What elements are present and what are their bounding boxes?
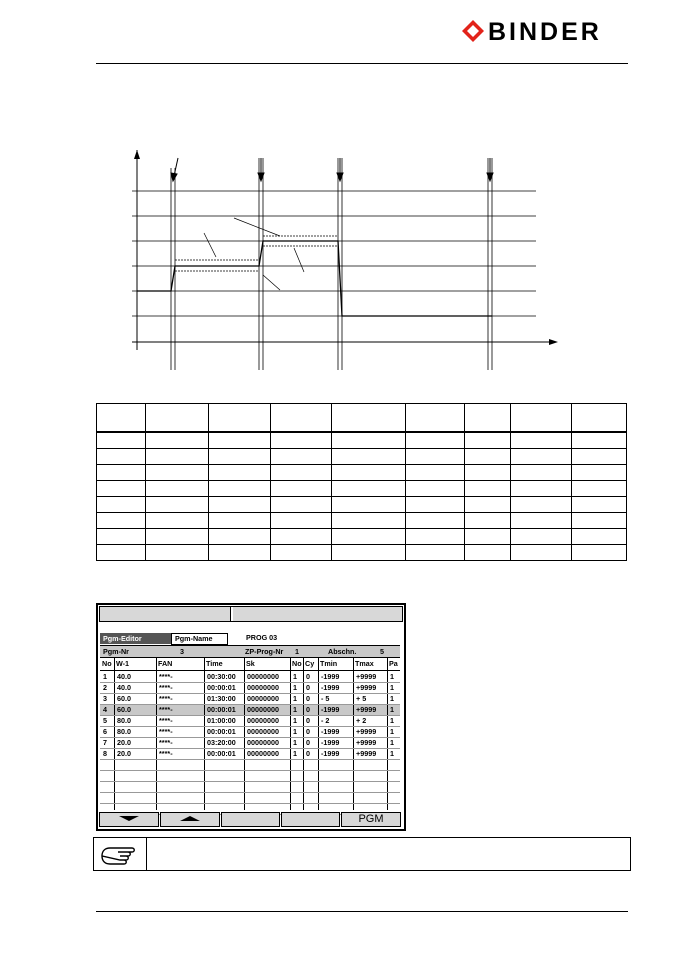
- col-tmax-cell: +9999: [356, 672, 377, 681]
- table-header-row: [97, 404, 627, 433]
- col-time-cell: 00:00:01: [207, 749, 236, 758]
- column-divider: [387, 658, 388, 810]
- col-tmax-cell: + 2: [356, 716, 367, 725]
- column-divider: [114, 658, 115, 810]
- program-chart: [120, 150, 565, 375]
- scroll-down-button[interactable]: [99, 812, 159, 827]
- col-sk-cell: 00000000: [247, 683, 279, 692]
- col-tmax-cell: +9999: [356, 705, 377, 714]
- row-divider: [100, 682, 400, 683]
- col-tmin-cell: -1999: [321, 749, 340, 758]
- col-no-cell: 8: [103, 749, 107, 758]
- lower-tolerance-band: [175, 246, 338, 271]
- col-no2-cell: 1: [293, 716, 297, 725]
- col-tmin-cell: - 2: [321, 716, 330, 725]
- col-time-cell: 00:00:01: [207, 727, 236, 736]
- abschn-value[interactable]: 5: [380, 647, 384, 656]
- row-divider: [100, 770, 400, 771]
- row-divider: [100, 748, 400, 749]
- upper-tolerance-band: [175, 236, 338, 260]
- row-divider: [100, 803, 400, 804]
- col-sk-cell: 00000000: [247, 694, 279, 703]
- col-no2-cell: 1: [293, 727, 297, 736]
- col-sk-header: Sk: [246, 659, 255, 668]
- col-cy-cell: 0: [306, 727, 310, 736]
- col-time-cell: 00:00:01: [207, 683, 236, 692]
- col-time-cell: 01:00:00: [207, 716, 236, 725]
- binder-logo-mark: [462, 20, 484, 42]
- col-tmax-cell: +9999: [356, 738, 377, 747]
- pgm-button[interactable]: PGM: [341, 812, 401, 827]
- note-icon-cell: [94, 838, 147, 870]
- zp-prog-nr-value[interactable]: 1: [295, 647, 299, 656]
- row-divider: [100, 781, 400, 782]
- col-tmax-cell: +9999: [356, 749, 377, 758]
- col-fan-cell: ****-: [159, 749, 173, 758]
- col-pa-cell: 1: [390, 738, 394, 747]
- col-cy-cell: 0: [306, 683, 310, 692]
- table-row: [97, 545, 627, 561]
- col-pa-cell: 1: [390, 672, 394, 681]
- col-w1-cell: 80.0: [117, 716, 131, 725]
- col-w1-cell: 20.0: [117, 749, 131, 758]
- col-sk-cell: 00000000: [247, 705, 279, 714]
- program-info-bar: [100, 645, 400, 658]
- col-time-cell: 03:20:00: [207, 738, 236, 747]
- col-fan-cell: ****-: [159, 716, 173, 725]
- col-cy-cell: 0: [306, 705, 310, 714]
- col-no-cell: 1: [103, 672, 107, 681]
- col-tmin-header: Tmin: [320, 659, 338, 668]
- pgm-nr-label: Pgm-Nr: [103, 647, 129, 656]
- pgm-name-label: Pgm-Name: [171, 633, 228, 645]
- col-no-cell: 4: [103, 705, 107, 714]
- pgm-editor-label: Pgm-Editor: [100, 633, 171, 644]
- col-fan-cell: ****-: [159, 705, 173, 714]
- arrow-down-icon: [119, 814, 139, 822]
- section-row[interactable]: [100, 748, 400, 759]
- col-cy-cell: 0: [306, 672, 310, 681]
- binder-logo: [462, 20, 628, 46]
- col-no-cell: 2: [103, 683, 107, 692]
- function-key-3[interactable]: [221, 812, 280, 827]
- col-time-header: Time: [206, 659, 223, 668]
- col-tmax-cell: +9999: [356, 727, 377, 736]
- col-time-cell: 01:30:00: [207, 694, 236, 703]
- col-pa-cell: 1: [390, 705, 394, 714]
- setpoint-curve: [137, 241, 492, 316]
- column-divider: [353, 658, 354, 810]
- program-editor-screen: [96, 603, 406, 831]
- col-tmin-cell: -1999: [321, 683, 340, 692]
- column-divider: [204, 658, 205, 810]
- callout-lines: [204, 218, 304, 290]
- brand-name: BINDER: [488, 18, 602, 46]
- marker-arrows: [171, 158, 493, 181]
- col-no2-cell: 1: [293, 694, 297, 703]
- col-fan-header: FAN: [158, 659, 173, 668]
- table-row: [97, 481, 627, 497]
- pgm-name-value[interactable]: PROG 03: [246, 633, 278, 642]
- col-w1-cell: 60.0: [117, 705, 131, 714]
- col-tmin-cell: - 5: [321, 694, 330, 703]
- col-no2-cell: 1: [293, 738, 297, 747]
- footer-rule: [96, 911, 628, 912]
- row-divider: [100, 715, 400, 716]
- col-w1-cell: 40.0: [117, 683, 131, 692]
- chart-gridlines: [132, 191, 536, 316]
- col-no-cell: 7: [103, 738, 107, 747]
- col-pa-cell: 1: [390, 683, 394, 692]
- column-header-row: [100, 658, 400, 671]
- col-cy-cell: 0: [306, 738, 310, 747]
- col-fan-cell: ****-: [159, 683, 173, 692]
- col-w1-cell: 40.0: [117, 672, 131, 681]
- section-markers: [171, 158, 492, 370]
- function-key-bar: [99, 812, 401, 826]
- col-no-header: No: [102, 659, 112, 668]
- header-rule: [96, 63, 628, 64]
- section-row[interactable]: [100, 682, 400, 693]
- col-tmin-cell: -1999: [321, 705, 340, 714]
- row-divider: [100, 759, 400, 760]
- col-tmax-header: Tmax: [355, 659, 374, 668]
- col-cy-cell: 0: [306, 749, 310, 758]
- col-sk-cell: 00000000: [247, 672, 279, 681]
- col-fan-cell: ****-: [159, 694, 173, 703]
- col-w1-cell: 80.0: [117, 727, 131, 736]
- table-row: [97, 465, 627, 481]
- col-tmax-cell: +9999: [356, 683, 377, 692]
- col-cy-header: Cy: [305, 659, 315, 668]
- row-divider: [100, 693, 400, 694]
- col-pa-cell: 1: [390, 749, 394, 758]
- row-divider: [100, 704, 400, 705]
- column-divider: [156, 658, 157, 810]
- col-no-cell: 6: [103, 727, 107, 736]
- col-no-cell: 3: [103, 694, 107, 703]
- col-w1-cell: 20.0: [117, 738, 131, 747]
- section-row[interactable]: [100, 671, 400, 682]
- column-divider: [318, 658, 319, 810]
- table-row: [97, 513, 627, 529]
- column-divider: [290, 658, 291, 810]
- col-sk-cell: 00000000: [247, 727, 279, 736]
- screen-title-bar: [99, 606, 403, 622]
- scroll-up-button[interactable]: [160, 812, 220, 827]
- col-fan-cell: ****-: [159, 738, 173, 747]
- col-time-cell: 00:30:00: [207, 672, 236, 681]
- col-no2-cell: 1: [293, 683, 297, 692]
- col-pa-cell: 1: [390, 716, 394, 725]
- col-sk-cell: 00000000: [247, 738, 279, 747]
- col-no2-cell: 1: [293, 705, 297, 714]
- col-sk-cell: 00000000: [247, 749, 279, 758]
- arrow-up-icon: [180, 814, 200, 822]
- section-row[interactable]: [100, 737, 400, 748]
- table-row: [97, 529, 627, 545]
- col-no-cell: 5: [103, 716, 107, 725]
- col-tmax-cell: + 5: [356, 694, 367, 703]
- col-pa-cell: 1: [390, 727, 394, 736]
- col-tmin-cell: -1999: [321, 672, 340, 681]
- pgm-nr-value[interactable]: 3: [180, 647, 184, 656]
- pointing-hand-icon: [94, 838, 146, 870]
- function-key-4[interactable]: [281, 812, 340, 827]
- row-divider: [100, 726, 400, 727]
- col-no2-cell: 1: [293, 749, 297, 758]
- table-row: [97, 449, 627, 465]
- col-pa-cell: 1: [390, 694, 394, 703]
- col-time-cell: 00:00:01: [207, 705, 236, 714]
- section-row[interactable]: [100, 693, 400, 704]
- row-divider: [100, 792, 400, 793]
- col-tmin-cell: -1999: [321, 738, 340, 747]
- zp-prog-nr-label: ZP-Prog-Nr: [245, 647, 284, 656]
- col-fan-cell: ****-: [159, 672, 173, 681]
- col-w1-header: W-1: [116, 659, 130, 668]
- column-divider: [303, 658, 304, 810]
- section-row[interactable]: [100, 726, 400, 737]
- x-axis-arrow: [549, 339, 558, 345]
- col-cy-cell: 0: [306, 694, 310, 703]
- column-divider: [244, 658, 245, 810]
- col-pa-header: Pa: [389, 659, 398, 668]
- note-box: [93, 837, 631, 871]
- table-row: [97, 497, 627, 513]
- program-table: [96, 403, 627, 561]
- row-divider: [100, 737, 400, 738]
- y-axis-arrow: [134, 150, 140, 159]
- abschn-label: Abschn.: [328, 647, 357, 656]
- col-sk-cell: 00000000: [247, 716, 279, 725]
- table-row: [97, 432, 627, 449]
- col-fan-cell: ****-: [159, 727, 173, 736]
- col-tmin-cell: -1999: [321, 727, 340, 736]
- section-row[interactable]: [100, 704, 400, 715]
- col-no2-header: No: [292, 659, 302, 668]
- col-w1-cell: 60.0: [117, 694, 131, 703]
- section-row[interactable]: [100, 715, 400, 726]
- col-no2-cell: 1: [293, 672, 297, 681]
- col-cy-cell: 0: [306, 716, 310, 725]
